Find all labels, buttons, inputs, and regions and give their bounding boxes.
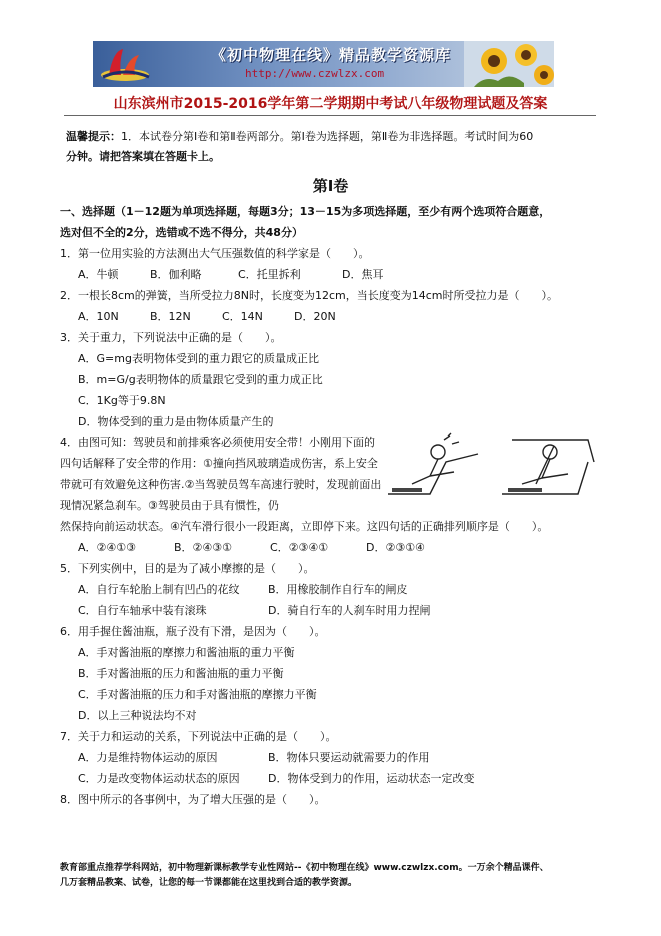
- exam-tips: [66, 127, 598, 167]
- site-banner: [93, 41, 554, 87]
- banner-title: 《初中物理在线》精品教学资源库: [211, 46, 452, 64]
- tips-label: 温馨提示：: [66, 130, 121, 143]
- question-7-options-row-2: [60, 768, 600, 789]
- seatbelt-illustration-icon: [382, 432, 598, 502]
- q2-option-a: A．10N: [78, 310, 119, 323]
- q7-option-d: D．物体受到力的作用，运动状态一定改变: [268, 772, 475, 785]
- document-title: 山东滨州市2015-2016学年第二学期期中考试八年级物理试题及答案: [113, 96, 548, 112]
- site-logo-icon: [99, 45, 151, 83]
- question-5-stem: 5．下列实例中，目的是为了减小摩擦的是（ ）。: [60, 562, 315, 575]
- question-5-options-row-2: [60, 600, 600, 621]
- question-list: [60, 201, 600, 810]
- q4-option-d: D．②③①④: [366, 541, 425, 554]
- question-1-stem: 1．第一位用实验的方法测出大气压强数值的科学家是（ ）。: [60, 247, 370, 260]
- q6-option-a: A．手对酱油瓶的摩擦力和酱油瓶的重力平衡: [78, 646, 295, 659]
- q5-option-b: B．用橡胶制作自行车的闸皮: [268, 583, 408, 596]
- q2-option-b: B．12N: [150, 310, 191, 323]
- question-1-options: [60, 264, 600, 285]
- q7-option-c: C．力是改变物体运动状态的原因: [78, 772, 240, 785]
- q6-option-b: B．手对酱油瓶的压力和酱油瓶的重力平衡: [78, 667, 284, 680]
- q1-option-a: A．牛顿: [78, 268, 119, 281]
- question-3-stem: 3．关于重力，下列说法中正确的是（ ）。: [60, 331, 282, 344]
- q1-option-c: C．托里拆利: [238, 268, 301, 281]
- title-divider: [64, 115, 596, 116]
- q2-option-d: D．20N: [294, 310, 336, 323]
- q3-option-a: A．G=mg表明物体受到的重力跟它的质量成正比: [78, 352, 319, 365]
- q3-option-c: C．1Kg等于9.8N: [78, 394, 166, 407]
- q6-option-c: C．手对酱油瓶的压力和手对酱油瓶的摩擦力平衡: [78, 688, 317, 701]
- tips-line-1: 1．本试卷分第Ⅰ卷和第Ⅱ卷两部分。第Ⅰ卷为选择题，第Ⅱ卷为非选择题。考试时间为60: [121, 130, 534, 143]
- q2-option-c: C．14N: [222, 310, 263, 323]
- q4-option-c: C．②③④①: [270, 541, 329, 554]
- question-8-stem: 8．图中所示的各事例中，为了增大压强的是（ ）。: [60, 793, 326, 806]
- question-4-options: [60, 537, 600, 558]
- q3-option-d: D．物体受到的重力是由物体质量产生的: [78, 415, 274, 428]
- question-7-stem: 7．关于力和运动的关系，下列说法中正确的是（ ）。: [60, 730, 337, 743]
- footer-line-2: 几万套精品教案、试卷，让您的每一节课都能在这里找到合适的教学资源。: [60, 878, 358, 888]
- q7-option-b: B．物体只要运动就需要力的作用: [268, 751, 430, 764]
- question-6-stem: 6．用手握住酱油瓶，瓶子没有下滑，是因为（ ）。: [60, 625, 326, 638]
- sunflower-image-icon: [464, 41, 554, 87]
- q6-option-d: D．以上三种说法均不对: [78, 709, 197, 722]
- q1-option-b: B．伽利略: [150, 268, 202, 281]
- q3-option-b: B．m=G/g表明物体的质量跟它受到的重力成正比: [78, 373, 323, 386]
- tips-line-2: 分钟。请把答案填在答题卡上。: [66, 150, 220, 163]
- question-7-options-row-1: [60, 747, 600, 768]
- banner-url[interactable]: http://www.czwlzx.com: [245, 67, 385, 80]
- q5-option-c: C．自行车轴承中装有滚珠: [78, 604, 207, 617]
- q5-option-a: A．自行车轮胎上制有凹凸的花纹: [78, 583, 240, 596]
- question-2-options: [60, 306, 600, 327]
- question-2-stem: 2．一根长8cm的弹簧，当所受拉力8N时，长度变为12cm，当长度变为14cm时所受拉力是（ ）。: [60, 289, 559, 302]
- q1-option-d: D．焦耳: [342, 268, 384, 281]
- q5-option-d: D．骑自行车的人刹车时用力捏闸: [268, 604, 431, 617]
- instructions-line-1: 一、选择题（1－12题为单项选择题，每题3分；13－15为多项选择题，至少有两个选项符合题意，: [60, 205, 551, 218]
- instructions-line-2: 选对但不全的2分，选错或不选不得分，共48分）: [60, 226, 303, 239]
- question-5-options-row-1: [60, 579, 600, 600]
- question-4-text-tail: 然保持向前运动状态。④汽车滑行很小一段距离，立即停下来。这四句话的正确排列顺序是（ ）。: [60, 520, 549, 533]
- page-footer: [60, 861, 620, 891]
- q7-option-a: A．力是维持物体运动的原因: [78, 751, 218, 764]
- q4-option-b: B．②④③①: [174, 541, 232, 554]
- q4-option-a: A．②④①③: [78, 541, 136, 554]
- section-title: 第Ⅰ卷: [312, 177, 349, 195]
- footer-line-1: 教育部重点推荐学科网站，初中物理新课标教学专业性网站--《初中物理在线》www.czwlzx.com。一万余个精品课件、: [60, 863, 549, 873]
- question-4-text: 4．由图可知：驾驶员和前排乘客必须使用安全带！小刚用下面的四句话解释了安全带的作用：①撞向挡风玻璃造成伤害，系上安全带就可有效避免这种伤害.②当驾驶员驾车高速行驶时，发现前面出现情况紧急刹车。③驾驶员由于具有惯性，仍: [60, 436, 382, 512]
- question-4-block: [60, 432, 600, 516]
